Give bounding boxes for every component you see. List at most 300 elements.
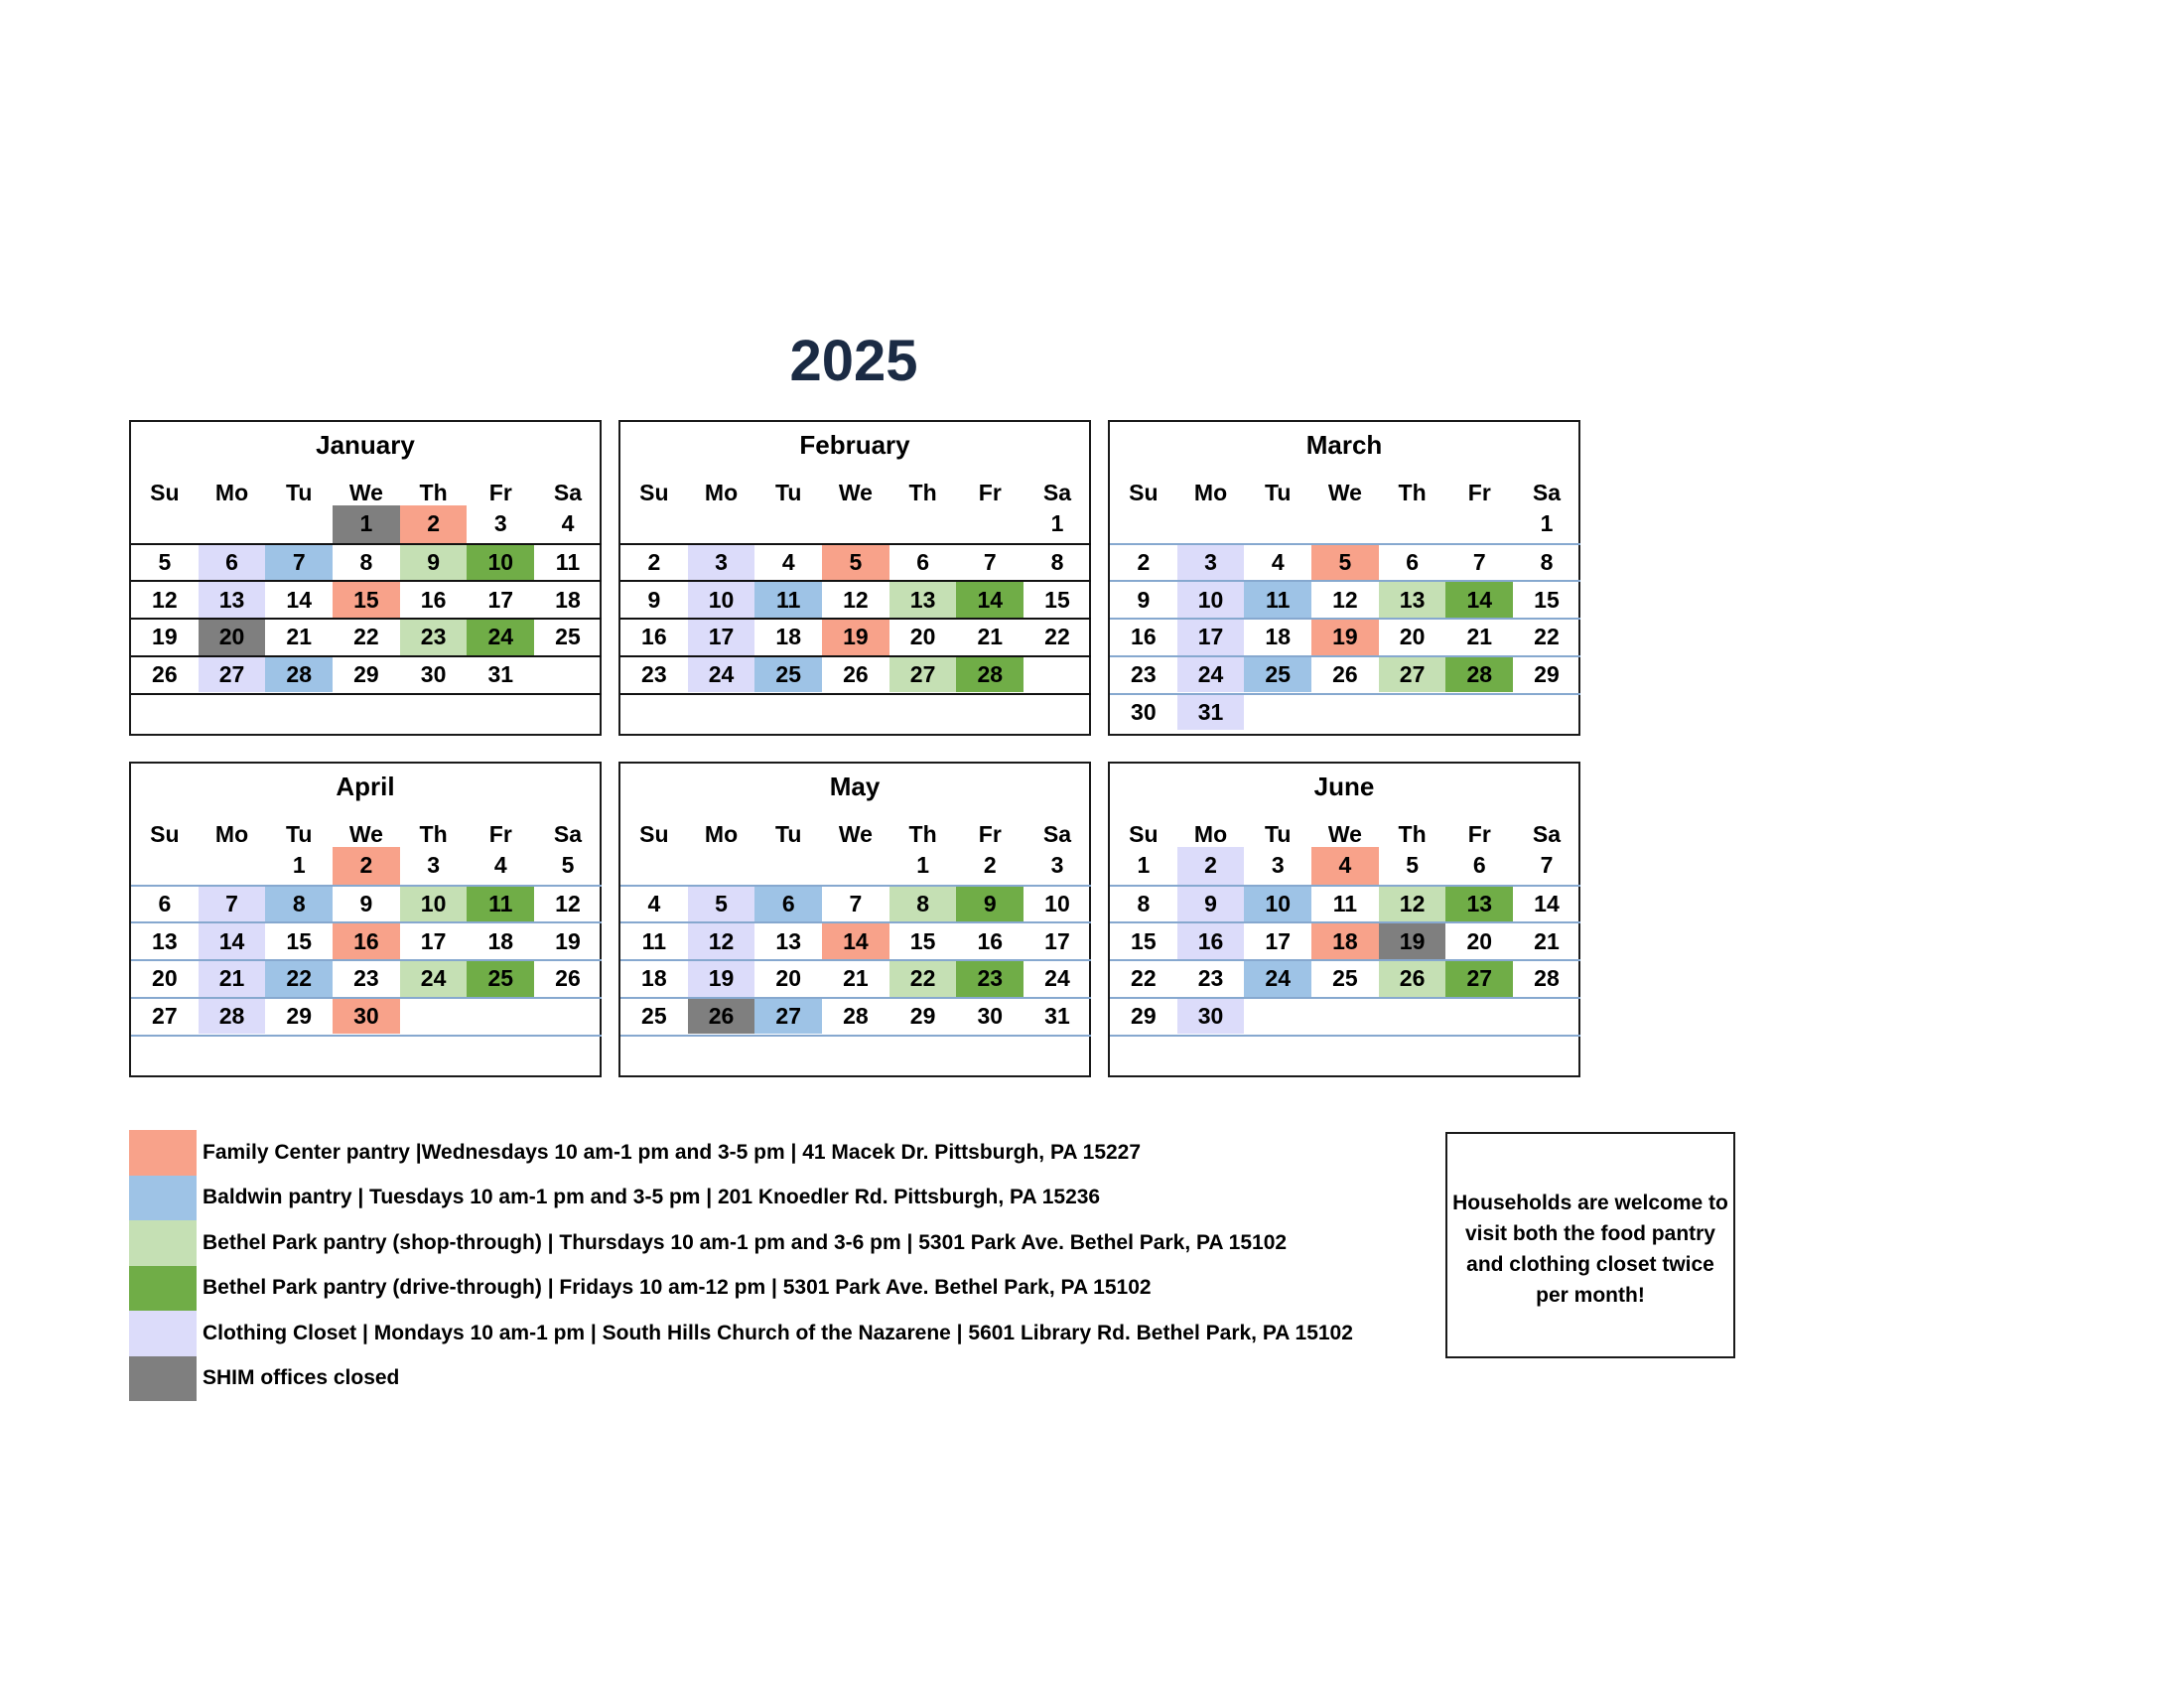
day-cell: 16 [1131,624,1157,650]
week-row [620,885,1091,922]
week-row [1110,580,1580,618]
day-cell: 21 [286,624,313,650]
day-cell: 11 [641,927,666,954]
empty-day-cell [131,695,199,731]
day-cell: 6 [158,891,172,917]
empty-day-cell [467,1037,534,1072]
weekday-label: Mo [214,821,249,847]
empty-day-cell [1110,505,1177,543]
day-cell: 2 [983,852,997,879]
day-cell: 13 [1445,887,1513,922]
day-cell: 16 [977,927,1004,954]
day-cell: 1 [1137,852,1151,879]
day-cell: 2 [1177,847,1245,885]
weekday-header [131,480,602,505]
empty-day-cell [265,695,333,731]
day-cell: 3 [427,852,440,879]
weekday-label: Fr [488,821,512,847]
empty-day-cell [688,1037,755,1072]
day-cell: 18 [1265,624,1292,650]
day-cell: 9 [400,545,468,581]
month-march [1108,420,1580,736]
day-cell: 22 [889,961,957,997]
weekday-label: Su [639,821,669,847]
day-cell: 11 [555,549,581,576]
weekday-label: Su [1129,821,1159,847]
day-cell: 2 [647,549,661,576]
day-cell: 21 [843,965,869,992]
weekday-label: Th [1398,480,1427,505]
day-cell: 20 [199,620,266,655]
empty-day-cell [1177,505,1245,543]
day-cell: 23 [956,961,1024,997]
day-cell: 22 [1131,965,1157,992]
weekday-label: Sa [1532,821,1562,847]
day-cell: 8 [1540,549,1554,576]
day-cell: 8 [889,887,957,922]
day-cell: 25 [1244,657,1311,693]
legend-item-baldwin [129,1176,1353,1221]
day-cell: 25 [754,657,822,693]
empty-day-cell [688,847,755,885]
month-name: April [336,772,395,801]
day-cell: 4 [647,891,661,917]
day-cell: 6 [1472,852,1486,879]
month-april [129,762,602,1077]
empty-day-cell [199,695,266,731]
week-row [620,959,1091,997]
day-cell: 9 [647,586,661,613]
day-cell: 5 [688,887,755,922]
day-cell: 12 [555,891,581,917]
empty-day-cell [1024,1037,1091,1072]
day-cell: 23 [400,620,468,655]
day-cell: 10 [467,545,534,581]
day-cell: 27 [754,999,822,1035]
day-cell: 23 [1131,661,1157,688]
empty-day-cell [199,1037,266,1072]
weekday-label: Tu [286,480,313,505]
day-cell: 15 [286,927,313,954]
day-cell: 8 [359,549,373,576]
day-cell: 1 [333,505,400,543]
day-cell: 16 [333,923,400,959]
empty-day-cell [1311,505,1379,543]
day-cell: 16 [420,586,447,613]
week-row [620,1035,1091,1072]
legend-label: Clothing Closet | Mondays 10 am-1 pm | South Hills Church of the Nazarene | 5601 Library Rd. Bethel Park, PA 15102 [203,1321,1353,1344]
day-cell: 5 [158,549,172,576]
day-cell: 5 [822,545,889,581]
legend-item-family [129,1130,1353,1176]
day-cell: 4 [781,549,795,576]
empty-day-cell [534,657,602,693]
empty-day-cell [956,505,1024,543]
day-cell: 25 [1332,965,1358,992]
week-row [620,693,1091,731]
empty-day-cell [467,999,534,1035]
week-row [620,505,1091,543]
empty-day-cell [265,1037,333,1072]
day-cell: 1 [1050,510,1064,537]
empty-day-cell [1311,1037,1379,1072]
day-cell: 19 [1311,620,1379,655]
day-cell: 4 [1311,847,1379,885]
day-cell: 7 [1540,852,1554,879]
day-cell: 3 [1177,545,1245,581]
day-cell: 27 [1445,961,1513,997]
legend-swatch [129,1220,197,1266]
legend-item-drive [129,1266,1353,1312]
empty-day-cell [131,847,199,885]
week-row [1110,997,1580,1035]
day-cell: 10 [1244,887,1311,922]
day-cell: 26 [555,965,581,992]
empty-day-cell [534,695,602,731]
month-name: May [829,772,881,801]
day-cell: 29 [286,1003,313,1030]
day-cell: 18 [1311,923,1379,959]
empty-day-cell [534,1037,602,1072]
empty-day-cell [889,505,957,543]
day-cell: 14 [956,582,1024,618]
day-cell: 28 [265,657,333,693]
week-row [131,618,602,655]
week-row [620,847,1091,885]
day-cell: 27 [889,657,957,693]
day-cell: 12 [843,586,869,613]
day-cell: 2 [400,505,468,543]
weekday-header [620,480,1091,505]
empty-day-cell [754,505,822,543]
empty-day-cell [688,695,755,731]
day-cell: 15 [1534,586,1560,613]
weekday-label: Su [639,480,669,505]
empty-day-cell [754,1037,822,1072]
day-cell: 10 [1177,582,1245,618]
empty-day-cell [1244,999,1311,1035]
week-row [131,580,602,618]
empty-day-cell [1513,695,1580,731]
day-cell: 8 [1050,549,1064,576]
day-cell: 30 [420,661,447,688]
day-cell: 6 [1406,549,1419,576]
day-cell: 14 [822,923,889,959]
day-cell: 24 [688,657,755,693]
day-cell: 13 [199,582,266,618]
day-cell: 17 [1177,620,1245,655]
day-cell: 21 [1466,624,1493,650]
day-cell: 17 [420,927,447,954]
week-row [1110,655,1580,693]
empty-day-cell [199,505,266,543]
weekday-label: Mo [1193,480,1228,505]
legend-item-closed [129,1356,1353,1402]
day-cell: 22 [353,624,379,650]
day-cell: 15 [333,582,400,618]
day-cell: 22 [1044,624,1070,650]
day-cell: 29 [909,1003,936,1030]
day-cell: 24 [1244,961,1311,997]
empty-day-cell [1513,1037,1580,1072]
week-row [620,618,1091,655]
day-cell: 24 [467,620,534,655]
empty-day-cell [1445,999,1513,1035]
day-cell: 27 [199,657,266,693]
day-cell: 28 [199,999,266,1035]
day-cell: 11 [1244,582,1311,618]
day-cell: 6 [754,887,822,922]
empty-day-cell [956,695,1024,731]
day-cell: 29 [353,661,379,688]
weekday-header [1110,821,1580,847]
day-cell: 14 [1445,582,1513,618]
day-cell: 30 [1177,999,1245,1035]
empty-day-cell [1379,1037,1446,1072]
weekday-label: Sa [1532,480,1562,505]
day-cell: 23 [1197,965,1224,992]
day-cell: 3 [688,545,755,581]
empty-day-cell [1244,695,1311,731]
legend-label: Bethel Park pantry (drive-through) | Fridays 10 am-12 pm | 5301 Park Ave. Bethel Park, PA 15102 [203,1276,1152,1300]
weekday-label: Fr [1467,480,1491,505]
day-cell: 14 [286,586,313,613]
day-cell: 12 [1379,887,1446,922]
day-cell: 19 [1379,923,1446,959]
empty-day-cell [822,847,889,885]
empty-day-cell [265,505,333,543]
empty-day-cell [1244,505,1311,543]
week-row [620,655,1091,693]
day-cell: 8 [1137,891,1151,917]
day-cell: 27 [152,1003,178,1030]
weekday-header [131,821,602,847]
day-cell: 3 [493,510,507,537]
day-cell: 8 [265,887,333,922]
empty-day-cell [131,1037,199,1072]
day-cell: 26 [1332,661,1358,688]
week-row [1110,543,1580,581]
day-cell: 25 [641,1003,667,1030]
empty-day-cell [1445,1037,1513,1072]
empty-day-cell [754,847,822,885]
day-cell: 31 [1177,695,1245,731]
day-cell: 20 [1399,624,1426,650]
day-cell: 26 [688,999,755,1035]
day-cell: 19 [152,624,178,650]
empty-day-cell [956,1037,1024,1072]
empty-day-cell [400,1037,468,1072]
week-row [131,693,602,731]
empty-day-cell [199,847,266,885]
week-row [131,505,602,543]
week-row [131,1035,602,1072]
empty-day-cell [1379,505,1446,543]
legend-label: Bethel Park pantry (shop-through) | Thursdays 10 am-1 pm and 3-6 pm | 5301 Park Ave. Bethel Park, PA 15102 [203,1230,1288,1254]
weekday-label: We [1327,821,1362,847]
day-cell: 15 [1044,586,1070,613]
day-cell: 3 [1050,852,1064,879]
day-cell: 1 [292,852,306,879]
empty-day-cell [889,1037,957,1072]
week-row [1110,505,1580,543]
day-cell: 20 [1466,927,1493,954]
day-cell: 15 [1131,927,1157,954]
day-cell: 14 [199,923,266,959]
day-cell: 19 [822,620,889,655]
legend-label: Baldwin pantry | Tuesdays 10 am-1 pm and 3-5 pm | 201 Knoedler Rd. Pittsburgh, PA 15236 [203,1186,1101,1209]
day-cell: 23 [641,661,667,688]
week-row [1110,921,1580,959]
day-cell: 28 [843,1003,869,1030]
day-cell: 22 [1534,624,1560,650]
day-cell: 17 [1265,927,1292,954]
day-cell: 30 [1131,698,1157,725]
day-cell: 21 [977,624,1004,650]
week-row [1110,885,1580,922]
day-cell: 10 [688,582,755,618]
weekday-label: Th [908,821,937,847]
day-cell: 2 [1137,549,1151,576]
day-cell: 29 [1534,661,1560,688]
weekday-label: We [838,480,873,505]
week-row [1110,618,1580,655]
day-cell: 25 [467,961,534,997]
empty-day-cell [1311,695,1379,731]
weekday-label: Tu [1265,821,1292,847]
day-cell: 12 [688,923,755,959]
month-may [618,762,1091,1077]
day-cell: 31 [1044,1003,1070,1030]
note-text: Households are welcome to visit both the food pantry and clothing closet twice per month! [1452,1192,1728,1307]
legend [129,1130,1353,1401]
day-cell: 23 [353,965,379,992]
empty-day-cell [688,505,755,543]
empty-day-cell [1024,695,1091,731]
weekday-label: We [348,480,383,505]
week-row [1110,1035,1580,1072]
legend-swatch [129,1311,197,1356]
day-cell: 11 [467,887,534,922]
weekday-label: Tu [1265,480,1292,505]
empty-day-cell [620,1037,688,1072]
day-cell: 5 [561,852,575,879]
weekday-header [620,821,1091,847]
day-cell: 4 [561,510,575,537]
empty-day-cell [1379,999,1446,1035]
day-cell: 24 [1044,965,1070,992]
month-name: June [1313,772,1375,801]
weekday-label: Mo [1193,821,1228,847]
weekday-label: Sa [1042,821,1072,847]
day-cell: 7 [265,545,333,581]
day-cell: 15 [909,927,936,954]
empty-day-cell [131,505,199,543]
legend-swatch [129,1176,197,1221]
note-box [1445,1132,1735,1358]
weekday-label: Mo [704,480,739,505]
weekday-label: Th [419,480,448,505]
empty-day-cell [534,999,602,1035]
day-cell: 26 [843,661,869,688]
day-cell: 29 [1131,1003,1157,1030]
day-cell: 21 [1534,927,1560,954]
weekday-label: Su [1129,480,1159,505]
month-name: January [316,430,415,460]
day-cell: 5 [1406,852,1419,879]
weekday-header [1110,480,1580,505]
day-cell: 30 [977,1003,1004,1030]
empty-day-cell [1244,1037,1311,1072]
day-cell: 26 [152,661,178,688]
empty-day-cell [620,847,688,885]
day-cell: 18 [775,624,802,650]
day-cell: 1 [1540,510,1554,537]
legend-label: SHIM offices closed [203,1366,400,1390]
day-cell: 12 [1332,586,1358,613]
month-june [1108,762,1580,1077]
day-cell: 10 [400,887,468,922]
day-cell: 22 [265,961,333,997]
empty-day-cell [822,505,889,543]
empty-day-cell [400,999,468,1035]
month-name: February [799,430,910,460]
day-cell: 6 [199,545,266,581]
legend-swatch [129,1130,197,1176]
week-row [620,580,1091,618]
day-cell: 6 [916,549,929,576]
weekday-label: Tu [775,480,802,505]
weekday-label: Su [150,821,180,847]
weekday-label: Fr [978,821,1002,847]
day-cell: 17 [1044,927,1070,954]
day-cell: 24 [1177,657,1245,693]
empty-day-cell [822,695,889,731]
empty-day-cell [1445,695,1513,731]
day-cell: 30 [333,999,400,1035]
day-cell: 27 [1379,657,1446,693]
day-cell: 9 [1137,586,1151,613]
day-cell: 17 [487,586,514,613]
weekday-label: Th [419,821,448,847]
day-cell: 17 [688,620,755,655]
weekday-label: Su [150,480,180,505]
day-cell: 5 [1311,545,1379,581]
week-row [131,959,602,997]
weekday-label: Sa [553,821,583,847]
empty-day-cell [620,505,688,543]
day-cell: 11 [754,582,822,618]
week-row [1110,959,1580,997]
day-cell: 31 [487,661,514,688]
day-cell: 14 [1534,891,1560,917]
legend-item-shop [129,1220,1353,1266]
weekday-label: We [348,821,383,847]
week-row [620,543,1091,581]
empty-day-cell [333,1037,400,1072]
weekday-label: Fr [488,480,512,505]
empty-day-cell [1024,657,1091,693]
day-cell: 16 [1177,923,1245,959]
day-cell: 26 [1379,961,1446,997]
week-row [620,921,1091,959]
day-cell: 20 [152,965,178,992]
week-row [131,655,602,693]
week-row [131,885,602,922]
month-january [129,420,602,736]
day-cell: 1 [916,852,929,879]
empty-day-cell [1513,999,1580,1035]
